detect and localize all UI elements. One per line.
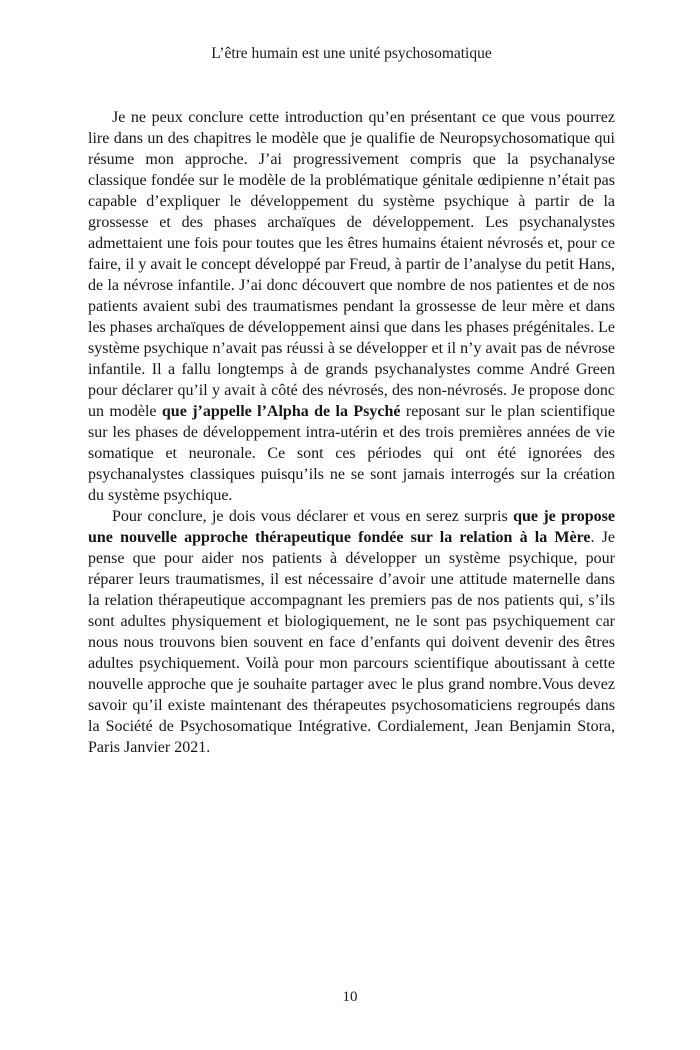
bold-text-run: que je propose une nouvelle approche thérapeutique fondée sur la relation à la Mère (88, 508, 616, 546)
paragraph (88, 107, 615, 506)
paragraph (88, 506, 615, 758)
text-run: Je ne peux conclure cette introduction qu’en présentant ce que vous pourrez lire dans un des chapitres le modèle que je qualifie de Neuropsychosomatique qui résume mon approche. J’ai progressivement compris que la psychanalyse classique fondée sur le modèle de la problématique génitale œdipienne n’était pas capable d’expliquer le développement du système psychique à partir de la grossesse et des phases archaïques de développement. Les psychanalystes admettaient une fois pour toutes que les êtres humains étaient névrosés et, pour ce faire, il y avait le concept développé par Freud, à partir de l’analyse du petit Hans, de la névrose infantile. J’ai donc découvert que nombre de nos patientes et de nos patients avaient subi des traumatismes pendant la grossesse de leur mère et dans les phases archaïques de développement ainsi que dans les phases prégénitales. Le système psychique n’avait pas réussi à se développer et il n’y avait pas de névrose infantile. Il a fallu longtemps à de grands psychanalystes comme André Green pour déclarer qu’il y avait à côté des névrosés, des non-névrosés. Je propose donc un modèle (88, 109, 615, 420)
bold-text-run: que j’appelle l’Alpha de la Psyché (161, 403, 401, 420)
page-body-text (88, 107, 615, 758)
text-run: . Je pense que pour aider nos patients à développer un système psychique, pour réparer leurs traumatismes, il est nécessaire d’avoir une attitude maternelle dans la relation thérapeutique accompagnant les premiers pas de nos patients qui, s’ils sont adultes physiquement et biologiquement, ne le sont pas psychiquement car nous nous trouvons bien souvent en face d’enfants qui doivent devenir des êtres adultes psychiquement. Voilà pour mon parcours scientifique aboutissant à cette nouvelle approche que je souhaite partager avec le plus grand nombre.Vous devez savoir qu’il existe maintenant des thérapeutes psychosomaticiens regroupés dans la Société de Psychosomatique Intégrative. Cordialement, Jean Benjamin Stora, Paris Janvier 2021. (88, 529, 615, 756)
text-run: Pour conclure, je dois vous déclarer et vous en serez surpris (112, 508, 514, 525)
text-run: reposant sur le plan scientifique sur les phases de développement intra-utérin et des trois premières années de vie somatique et neuronale. Ce sont ces périodes qui ont été ignorées des psychanalystes classiques puisqu’ils ne se sont jamais interrogés sur la création du système psychique. (88, 403, 616, 504)
running-header: L’être humain est une unité psychosomatique (211, 45, 492, 62)
page-number: 10 (342, 989, 358, 1005)
